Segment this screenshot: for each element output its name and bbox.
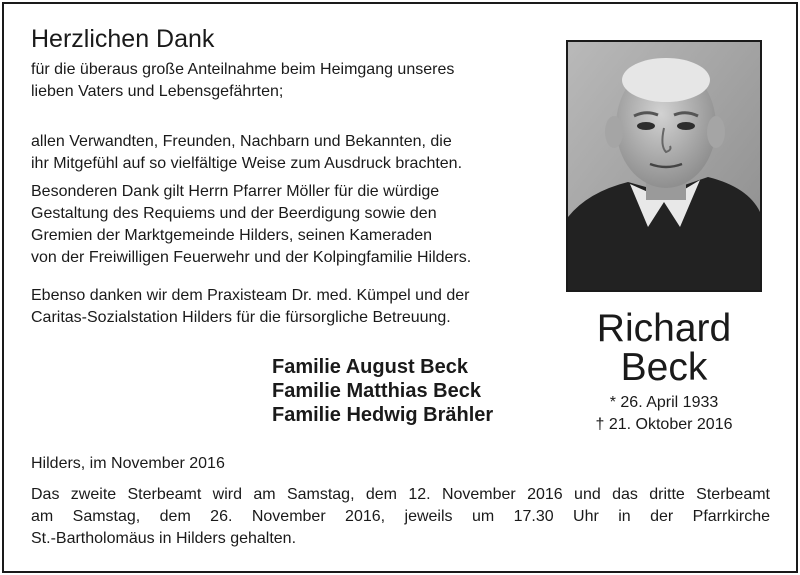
thanks-paragraph-4	[31, 285, 551, 329]
family-name: Familie Matthias Beck	[272, 380, 481, 402]
paragraph-line: Ebenso danken wir dem Praxisteam Dr. med. Kümpel und der	[31, 287, 470, 304]
footer-line: am Samstag, dem 26. November 2016, jeweils um 17.30 Uhr in der Pfarrkirche	[31, 508, 770, 525]
birth-date: * 26. April 1933	[609, 394, 719, 411]
family-name: Familie August Beck	[272, 356, 468, 378]
paragraph-line: von der Freiwilligen Feuerwehr und der Kolpingfamilie Hilders.	[31, 249, 472, 266]
notice-heading: Herzlichen Dank	[31, 25, 215, 53]
paragraph-line: Gremien der Marktgemeinde Hilders, seinen Kameraden	[31, 227, 433, 244]
paragraph-line: lieben Vaters und Lebensgefährten;	[31, 83, 284, 100]
paragraph-line: Caritas-Sozialstation Hilders für die fürsorgliche Betreuung.	[31, 309, 451, 326]
paragraph-line: für die überaus große Anteilnahme beim Heimgang unseres	[31, 61, 455, 78]
portrait-photo	[566, 40, 762, 292]
death-date: † 21. Oktober 2016	[595, 416, 733, 433]
thanks-paragraph-1	[31, 59, 551, 103]
place-date: Hilders, im November 2016	[31, 455, 225, 472]
paragraph-line: allen Verwandten, Freunden, Nachbarn und Bekannten, die	[31, 133, 452, 150]
thanks-paragraph-3	[31, 181, 551, 269]
family-signatures	[272, 355, 493, 427]
requiem-announcement	[31, 484, 770, 550]
thanks-paragraph-2	[31, 131, 551, 175]
deceased-last-name: Beck	[620, 346, 708, 389]
footer-line: Das zweite Sterbeamt wird am Samstag, dem 12. November 2016 und das dritte Sterbeamt	[31, 486, 770, 503]
paragraph-line: Besonderen Dank gilt Herrn Pfarrer Möller für die würdige	[31, 183, 440, 200]
deceased-first-name: Richard	[596, 307, 732, 350]
paragraph-line: ihr Mitgefühl auf so vielfältige Weise zum Ausdruck brachten.	[31, 155, 463, 172]
family-name: Familie Hedwig Brähler	[272, 404, 494, 426]
footer-line: St.-Bartholomäus in Hilders gehalten.	[31, 530, 297, 547]
paragraph-line: Gestaltung des Requiems und der Beerdigung sowie den	[31, 205, 437, 222]
